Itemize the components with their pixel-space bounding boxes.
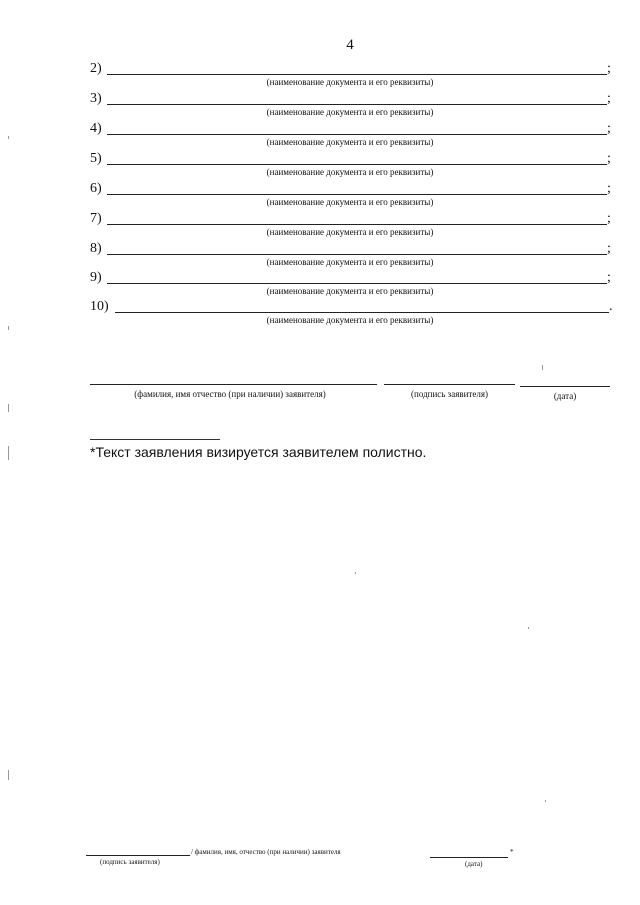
bottom-asterisk: * bbox=[510, 848, 514, 856]
document-entry bbox=[0, 181, 640, 211]
scan-mark bbox=[8, 326, 9, 330]
document-number: 3) bbox=[90, 91, 102, 106]
applicant-signature-line bbox=[384, 384, 515, 385]
document-number: 9) bbox=[90, 270, 102, 285]
document-fill-line bbox=[107, 254, 607, 255]
document-fill-line bbox=[107, 134, 607, 135]
document-line-end: ; bbox=[607, 151, 611, 166]
document-number: 7) bbox=[90, 211, 102, 226]
document-entry bbox=[0, 211, 640, 241]
document-entry bbox=[0, 151, 640, 181]
document-number: 6) bbox=[90, 181, 102, 196]
scan-mark bbox=[8, 770, 9, 780]
document-line-end: ; bbox=[607, 241, 611, 256]
document-entry bbox=[0, 91, 640, 121]
bottom-signature-line bbox=[86, 855, 190, 856]
date-line bbox=[520, 386, 610, 387]
scan-mark bbox=[8, 446, 9, 460]
scan-mark bbox=[528, 627, 529, 629]
document-line-end: ; bbox=[607, 211, 611, 226]
date-caption: (дата) bbox=[553, 391, 577, 401]
document-number: 4) bbox=[90, 121, 102, 136]
document-line-end: . bbox=[609, 299, 613, 314]
bottom-name-text: / фамилия, имя, отчество (при наличии) заявителя bbox=[191, 848, 341, 856]
footnote-text: *Текст заявления визируется заявителем полистно. bbox=[90, 444, 427, 460]
document-fill-line bbox=[107, 224, 607, 225]
bottom-date-caption: (дата) bbox=[465, 860, 483, 868]
document-line-end: ; bbox=[607, 91, 611, 106]
footnote-rule bbox=[90, 439, 220, 440]
page-number: 4 bbox=[346, 37, 354, 53]
document-entry bbox=[0, 299, 640, 329]
bottom-signature-caption: (подпись заявителя) bbox=[100, 858, 160, 866]
applicant-name-caption: (фамилия, имя отчество (при наличии) заявителя) bbox=[134, 389, 326, 399]
document-fill-line bbox=[107, 194, 607, 195]
document-fill-line bbox=[107, 74, 607, 75]
document-line-end: ; bbox=[607, 61, 611, 76]
document-caption: (наименование документа и его реквизиты) bbox=[266, 167, 434, 177]
document-fill-line bbox=[107, 104, 607, 105]
document-caption: (наименование документа и его реквизиты) bbox=[266, 107, 434, 117]
scan-mark bbox=[542, 365, 543, 370]
document-entry bbox=[0, 61, 640, 91]
document-entry bbox=[0, 270, 640, 300]
scan-mark bbox=[8, 404, 9, 412]
document-entry bbox=[0, 241, 640, 271]
scan-mark bbox=[355, 572, 356, 574]
document-line-end: ; bbox=[607, 121, 611, 136]
document-number: 2) bbox=[90, 61, 102, 76]
document-fill-line bbox=[115, 312, 609, 313]
document-caption: (наименование документа и его реквизиты) bbox=[266, 137, 434, 147]
document-number: 10) bbox=[90, 299, 109, 314]
document-number: 5) bbox=[90, 151, 102, 166]
document-fill-line bbox=[107, 283, 607, 284]
document-caption: (наименование документа и его реквизиты) bbox=[266, 315, 434, 325]
document-caption: (наименование документа и его реквизиты) bbox=[266, 197, 434, 207]
scan-mark bbox=[545, 800, 546, 802]
applicant-name-line bbox=[90, 384, 377, 385]
document-line-end: ; bbox=[607, 181, 611, 196]
applicant-signature-caption: (подпись заявителя) bbox=[411, 389, 488, 399]
document-number: 8) bbox=[90, 241, 102, 256]
document-fill-line bbox=[107, 164, 607, 165]
scan-mark bbox=[8, 136, 9, 139]
document-caption: (наименование документа и его реквизиты) bbox=[266, 227, 434, 237]
document-caption: (наименование документа и его реквизиты) bbox=[266, 257, 434, 267]
document-caption: (наименование документа и его реквизиты) bbox=[266, 77, 434, 87]
document-caption: (наименование документа и его реквизиты) bbox=[266, 286, 434, 296]
document-entry bbox=[0, 121, 640, 151]
document-line-end: ; bbox=[607, 270, 611, 285]
bottom-date-line bbox=[430, 857, 508, 858]
